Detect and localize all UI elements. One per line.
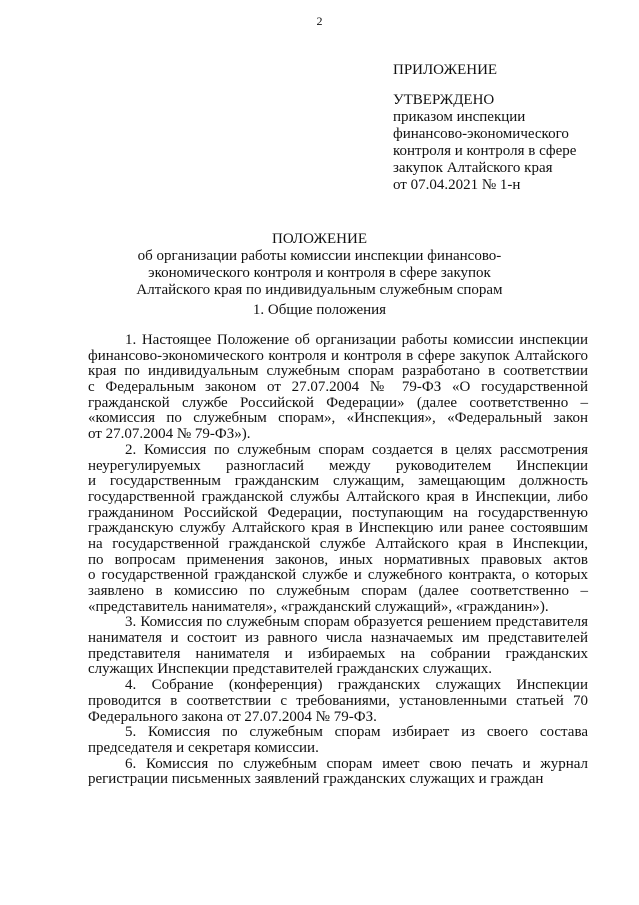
paragraph xyxy=(88,725,588,756)
paragraph-line: государственной гражданской службы Алтайского края в Инспекции, либо xyxy=(88,488,588,505)
paragraph-line: заявлено в комиссию по служебным спорам (далее соответственно – xyxy=(88,583,588,599)
paragraph-line: «представитель нанимателя», «гражданский служащий», «гражданин»). xyxy=(88,598,549,615)
paragraph xyxy=(88,443,588,616)
paragraph xyxy=(88,757,588,788)
paragraph-line: гражданской службе Российской Федерации» (далее соответственно – xyxy=(88,394,588,411)
paragraph xyxy=(88,678,588,725)
paragraph-line: 3. Комиссия по служебным спорам образуется решением представителя xyxy=(125,614,588,631)
paragraph-line: и государственным гражданским служащим, замещающим должность xyxy=(88,473,588,490)
appendix-block xyxy=(393,62,576,194)
paragraph xyxy=(88,615,588,678)
paragraph-line: служащих Инспекции представителей гражданских служащих. xyxy=(88,661,493,678)
paragraph-line: на государственной гражданской службе Алтайского края в Инспекции, xyxy=(88,535,588,552)
approval-line: контроля и контроля в сфере xyxy=(393,143,577,159)
paragraph-line: с Федеральным законом от 27.07.2004 № 79-ФЗ «О государственной xyxy=(88,379,588,396)
document-title xyxy=(0,231,639,299)
title-line: экономического контроля и контроля в сфере закупок xyxy=(148,265,491,281)
paragraph-line: проводится в соответствии с требованиями, установленными статьей 70 xyxy=(88,692,588,709)
paragraph-line: гражданскую службу Алтайского края в Инспекцию или ранее состоявшим xyxy=(88,520,588,537)
paragraph-line: 4. Собрание (конференция) гражданских служащих Инспекции xyxy=(125,677,588,694)
paragraph-line: финансово-экономического контроля и контроля в сфере закупок Алтайского xyxy=(88,347,588,364)
appendix-gap xyxy=(393,79,576,92)
approval-line: приказом инспекции xyxy=(393,109,526,125)
paragraph-line: председателя и секретаря комиссии. xyxy=(88,739,319,756)
paragraph-line: представителя нанимателя и избираемых на собрании гражданских xyxy=(88,645,588,662)
paragraph-line: «комиссия по служебным спорам», «Инспекция», «Федеральный закон xyxy=(88,410,588,427)
paragraph-line: 2. Комиссия по служебным спорам создается в целях рассмотрения xyxy=(125,441,588,458)
paragraph xyxy=(88,333,588,443)
paragraph-line: гражданином Российской Федерации, поступающим на государственную xyxy=(88,504,588,521)
approval-line: финансово-экономического xyxy=(393,126,569,142)
approved-label: УТВЕРЖДЕНО xyxy=(393,92,495,108)
section-heading: 1. Общие положения xyxy=(252,302,387,318)
document-body xyxy=(88,333,588,788)
paragraph-line: от 27.07.2004 № 79-ФЗ»). xyxy=(88,426,251,443)
paragraph-line: Федерального закона от 27.07.2004 № 79-ФЗ. xyxy=(88,708,377,725)
page-number: 2 xyxy=(316,14,323,28)
title-heading: ПОЛОЖЕНИЕ xyxy=(272,231,367,247)
paragraph-line: неурегулируемых разногласий между руководителем Инспекции xyxy=(88,457,588,474)
paragraph-line: нанимателя и состоит из равного числа назначаемых им представителей xyxy=(88,630,588,647)
paragraph-line: 6. Комиссия по служебным спорам имеет свою печать и журнал xyxy=(125,755,588,772)
paragraph-line: края по индивидуальным служебным спорам разработано в соответствии xyxy=(88,363,588,380)
paragraph-line: о государственной гражданской службе и служебного контракта, о которых xyxy=(88,567,588,584)
approval-line: закупок Алтайского края xyxy=(393,160,553,176)
title-line: об организации работы комиссии инспекции финансово- xyxy=(137,248,502,264)
appendix-label: ПРИЛОЖЕНИЕ xyxy=(393,62,498,78)
approval-line: от 07.04.2021 № 1-н xyxy=(393,177,521,193)
paragraph-line: регистрации письменных заявлений гражданских служащих и граждан xyxy=(88,771,544,788)
title-line: Алтайского края по индивидуальным служебным спорам xyxy=(136,282,503,298)
paragraph-line: 1. Настоящее Положение об организации работы комиссии инспекции xyxy=(125,332,588,348)
paragraph-line: 5. Комиссия по служебным спорам избирает из своего состава xyxy=(125,724,588,741)
paragraph-line: по вопросам применения законов, иных нормативных правовых актов xyxy=(88,551,588,568)
